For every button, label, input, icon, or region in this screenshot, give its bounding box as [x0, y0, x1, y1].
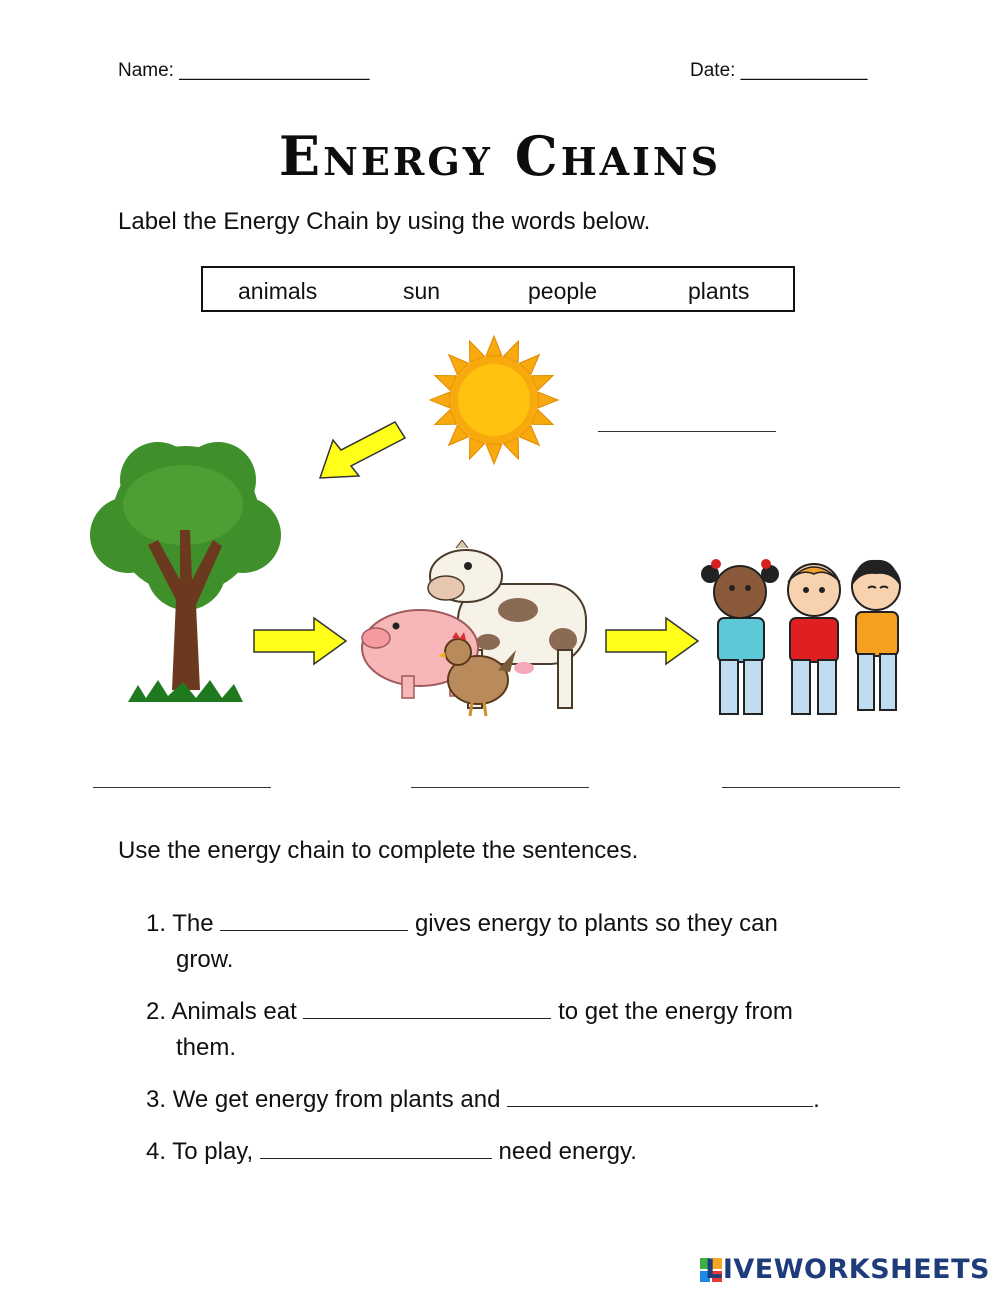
- question-text: We get energy from plants and: [172, 1086, 501, 1113]
- question-number: 2.: [146, 998, 167, 1025]
- answer-line-plants[interactable]: [93, 787, 271, 788]
- date-field-label: Date: ____________: [690, 60, 868, 81]
- arrow-icon: [315, 420, 410, 488]
- question-number: 4.: [146, 1138, 167, 1165]
- word-bank-item: sun: [403, 278, 441, 304]
- question-2-continuation: them.: [176, 1034, 237, 1061]
- question-text: Animals eat: [171, 998, 297, 1025]
- answer-blank[interactable]: [303, 996, 551, 1019]
- answer-line-people[interactable]: [722, 787, 900, 788]
- answer-blank[interactable]: [220, 908, 408, 931]
- instruction-label: Label the Energy Chain by using the words below.: [118, 208, 651, 235]
- instruction-sentences: Use the energy chain to complete the sentences.: [118, 837, 639, 864]
- answer-line-sun[interactable]: [598, 431, 776, 432]
- answer-line-animals[interactable]: [411, 787, 589, 788]
- question-number: 3.: [146, 1086, 167, 1113]
- page-title: Energy Chains: [278, 124, 722, 188]
- question-4: [146, 1134, 637, 1170]
- liveworksheets-brand[interactable]: LIVEWORKSHEETS: [705, 1254, 990, 1285]
- answer-blank[interactable]: [507, 1084, 813, 1107]
- name-field-label: Name: __________________: [118, 60, 370, 81]
- arrow-icon: [252, 616, 348, 666]
- question-1-continuation: grow.: [176, 946, 234, 973]
- farm-animals-icon: [358, 540, 594, 720]
- arrow-icon: [604, 616, 700, 666]
- children-icon: [696, 552, 910, 722]
- question-1: [146, 906, 778, 942]
- question-2: [146, 994, 793, 1030]
- word-bank-item: animals: [238, 278, 318, 304]
- question-text: gives energy to plants so they can: [414, 910, 778, 937]
- word-bank-item: people: [528, 278, 598, 304]
- question-number: 1.: [146, 910, 167, 937]
- question-text: .: [813, 1086, 820, 1113]
- sun-icon: [428, 334, 560, 466]
- tree-icon: [88, 440, 284, 712]
- question-3: [146, 1082, 820, 1118]
- answer-blank[interactable]: [260, 1136, 492, 1159]
- word-bank-item: plants: [688, 278, 750, 304]
- question-text: need energy.: [498, 1138, 637, 1165]
- question-text: to get the energy from: [558, 998, 793, 1025]
- word-bank: [201, 266, 795, 312]
- question-text: The: [172, 910, 214, 937]
- question-text: To play,: [172, 1138, 254, 1165]
